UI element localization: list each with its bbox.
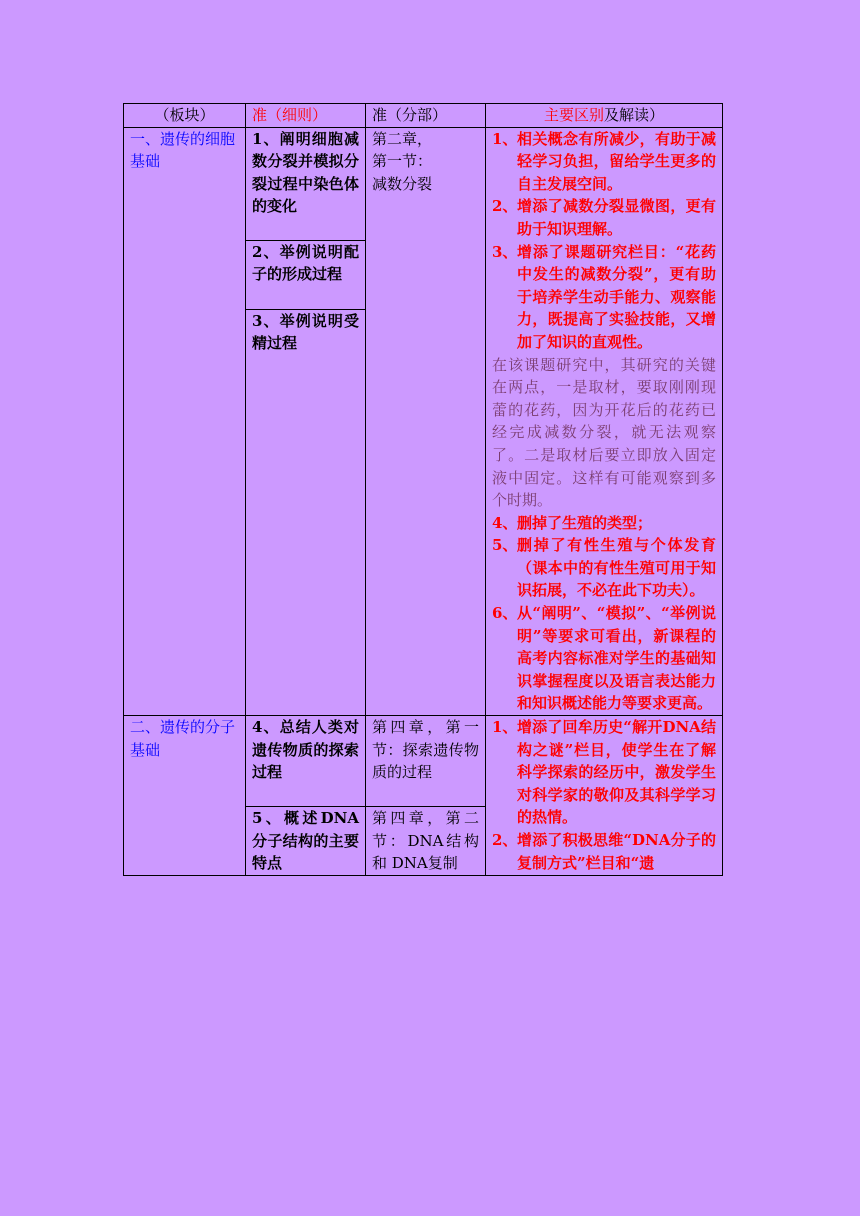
item-number: 2、	[492, 831, 518, 849]
list-item	[492, 195, 716, 240]
chapter-line: 减数分裂	[372, 174, 433, 193]
item-number: 6、	[492, 604, 518, 623]
item-number: 3、	[492, 242, 518, 261]
chapter-cell	[366, 127, 486, 715]
detail-cell: 2、举例说明配子的形成过程	[246, 240, 366, 309]
item-number: 1、	[492, 718, 518, 737]
detail-cell: 1、阐明细胞减数分裂并模拟分裂过程中染色体的变化	[246, 127, 366, 240]
detail-cell: 4、总结人类对遗传物质的探索过程	[246, 716, 366, 807]
detail-cell: 5、概述DNA分子结构的主要特点	[246, 807, 366, 876]
notes-list	[492, 128, 716, 354]
list-item	[492, 829, 716, 874]
header-differences	[486, 104, 723, 128]
item-number: 5、	[492, 536, 518, 555]
notes-list	[492, 716, 716, 874]
notes-cell	[486, 127, 723, 715]
table-row	[124, 716, 723, 807]
item-number: 2、	[492, 197, 518, 216]
item-text: 删掉了生殖的类型；	[517, 513, 653, 532]
module-cell: 一、遗传的细胞基础	[124, 127, 246, 715]
chapter-cell: 第四章，第二节：DNA结构和 DNA复制	[366, 807, 486, 876]
table-header-row	[124, 104, 723, 128]
item-text: 删掉了有性生殖与个体发育（课本中的有性生殖可用于知识拓展，不必在此下功夫）。	[517, 536, 716, 600]
table-row	[124, 127, 723, 240]
item-text: 增添了课题研究栏目：“花药中发生的减数分裂”，更有助于培养学生动手能力、观察能力，既提高了实验技能，又增加了知识的直观性。	[517, 242, 716, 351]
curriculum-comparison-table	[123, 103, 723, 876]
chapter-line: 第二章，	[372, 129, 433, 148]
header-differences-red: 主要区别	[543, 106, 604, 124]
explanation-paragraph: 在该课题研究中，其研究的关键在两点，一是取材，要取刚刚现蕾的花药，因为开花后的花药已经完成减数分裂，就无法观察了。二是取材后要立即放入固定液中固定。这样有可能观察到多个时期。	[492, 355, 716, 510]
item-text: 从“阐明”、“模拟”、“举例说明”等要求可看出，新课程的高考内容标准对学生的基础知识掌握程度以及语言表达能力和知识概述能力等要求更高。	[517, 604, 716, 713]
module-cell: 二、遗传的分子基础	[124, 716, 246, 876]
chapter-cell: 第四章，第一节：探索遗传物质的过程	[366, 716, 486, 807]
list-item	[492, 602, 716, 715]
list-item	[492, 241, 716, 354]
notes-cell	[486, 716, 723, 876]
list-item	[492, 128, 716, 196]
header-detail: 准（细则）	[246, 104, 366, 128]
item-number: 4、	[492, 513, 518, 532]
chapter-line: 第一节：	[372, 152, 433, 171]
header-module: （板块）	[124, 104, 246, 128]
notes-list	[492, 512, 716, 715]
header-section: 准（分部）	[366, 104, 486, 128]
item-text: 增添了回牟历史“解开DNA结构之谜”栏目，使学生在了解科学探索的经历中，激发学生对科学家的敬仰及其科学学习的热情。	[517, 718, 716, 827]
item-text: 增添了减数分裂显微图，更有助于知识理解。	[517, 197, 716, 238]
item-number: 1、	[492, 129, 518, 148]
list-item	[492, 512, 716, 535]
item-text: 相关概念有所减少，有助于减轻学习负担，留给学生更多的自主发展空间。	[517, 129, 716, 193]
item-text: 增添了积极思维“DNA分子的复制方式”栏目和“遗	[517, 831, 716, 872]
header-differences-black: 及解读）	[604, 106, 665, 124]
detail-cell: 3、举例说明受精过程	[246, 309, 366, 715]
list-item	[492, 534, 716, 602]
list-item	[492, 716, 716, 829]
